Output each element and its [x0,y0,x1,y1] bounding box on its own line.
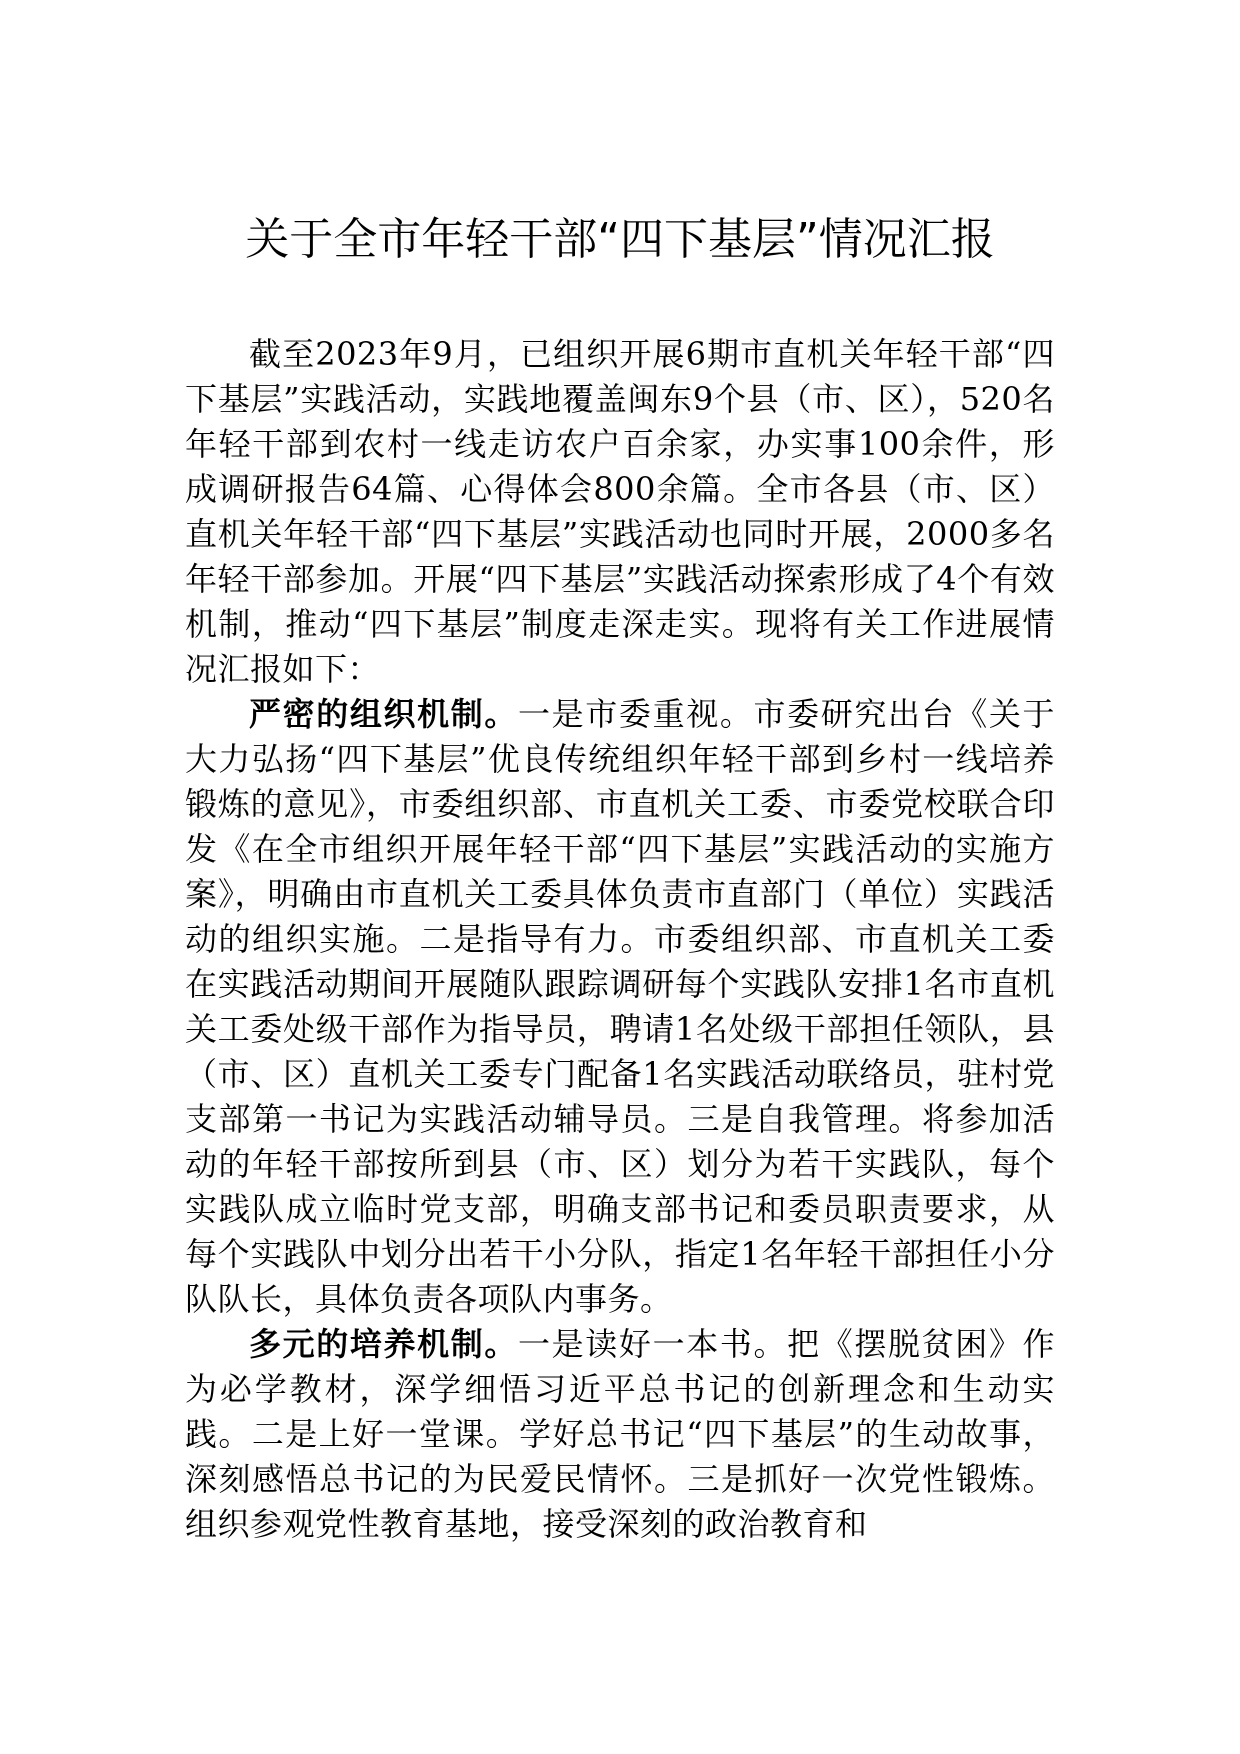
document-body [185,332,1055,1547]
paragraph-intro [185,332,1055,692]
paragraph-text: 一是市委重视。市委研究出台《关于大力弘扬“四下基层”优良传统组织年轻干部到乡村一线培养锻炼的意见》，市委组织部、市直机关工委、市委党校联合印发《在全市组织开展年轻干部“四下基层”实践活动的实施方案》，明确由市直机关工委具体负责市直部门（单位）实践活动的组织实施。二是指导有力。市委组织部、市直机关工委在实践活动期间开展随队跟踪调研每个实践队安排1名市直机关工委处级干部作为指导员，聘请1名处级干部担任领队，县（市、区）直机关工委专门配备1名实践活动联络员，驻村党支部第一书记为实践活动辅导员。三是自我管理。将参加活动的年轻干部按所到县（市、区）划分为若干实践队，每个实践队成立临时党支部，明确支部书记和委员职责要求，从每个实践队中划分出若干小分队，指定1名年轻干部担任小分队队长，具体负责各项队内事务。 [185,695,1055,1318]
paragraph-heading: 严密的组织机制。 [249,695,519,733]
paragraph-intro-text: 截至2023年9月，已组织开展6期市直机关年轻干部“四下基层”实践活动，实践地覆盖闽东9个县（市、区），520名年轻干部到农村一线走访农户百余家，办实事100余件，形成调研报告64篇、心得体会800余篇。全市各县（市、区）直机关年轻干部“四下基层”实践活动也同时开展，2000多名年轻干部参加。开展“四下基层”实践活动探索形成了4个有效机制，推动“四下基层”制度走深走实。现将有关工作进展情况汇报如下： [185,335,1055,688]
paragraph-training-mechanism [185,1322,1055,1547]
paragraph-organization-mechanism [185,692,1055,1322]
paragraph-heading: 多元的培养机制。 [249,1325,519,1363]
document-title: 关于全市年轻干部“四下基层”情况汇报 [245,214,995,265]
paragraph-text: 一是读好一本书。把《摆脱贫困》作为必学教材，深学细悟习近平总书记的创新理念和生动实践。二是上好一堂课。学好总书记“四下基层”的生动故事，深刻感悟总书记的为民爱民情怀。三是抓好一次党性锻炼。组织参观党性教育基地，接受深刻的政治教育和 [185,1325,1055,1543]
